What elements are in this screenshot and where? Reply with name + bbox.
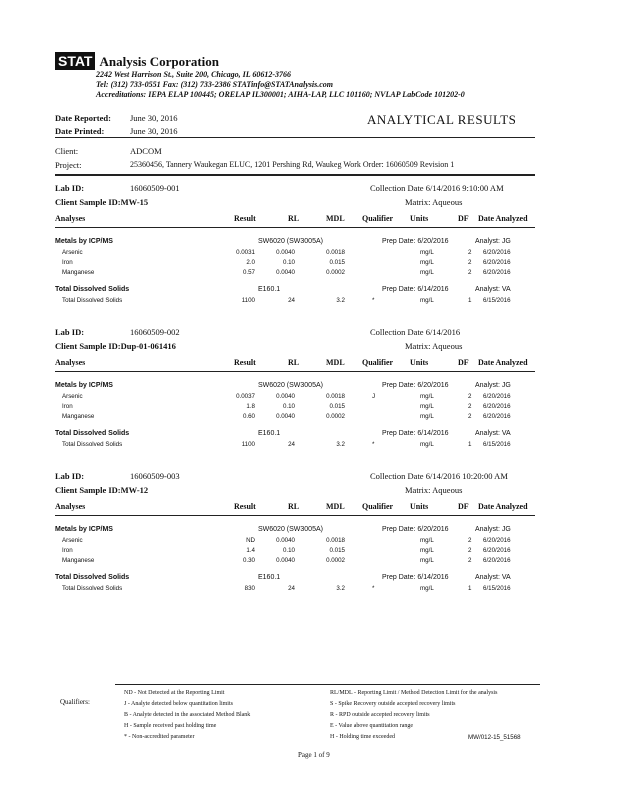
col-result: Result xyxy=(234,502,256,511)
analyte-name: Iron xyxy=(62,547,73,554)
qualifier-value: * xyxy=(372,585,375,592)
matrix: Matrix: Aqueous xyxy=(405,485,463,495)
result-value: ND xyxy=(246,537,255,544)
df-value: 2 xyxy=(468,413,472,420)
stat-logo: STAT xyxy=(55,52,95,70)
rl-value: 24 xyxy=(288,441,295,448)
client-sample-id: Client Sample ID:Dup-01-061416 xyxy=(55,341,176,351)
mdl-value: 3.2 xyxy=(336,297,345,304)
mdl-value: 0.015 xyxy=(329,259,345,266)
analyte-name: Iron xyxy=(62,259,73,266)
rl-value: 0.10 xyxy=(282,259,295,266)
analyte-name: Arsenic xyxy=(62,393,83,400)
qualifiers-label: Qualifiers: xyxy=(60,698,90,706)
lab-id-label: Lab ID: xyxy=(55,183,85,193)
qualifier-definition: RL/MDL - Reporting Limit / Method Detection Limit for the analysis xyxy=(330,690,498,696)
company-header xyxy=(55,53,219,71)
lab-id-value: 16060509-001 xyxy=(130,183,180,193)
col-qualifier: Qualifier xyxy=(362,358,394,367)
result-value: 1.4 xyxy=(246,547,255,554)
col-date-analyzed: Date Analyzed xyxy=(478,502,528,511)
date-analyzed-value: 6/20/2016 xyxy=(483,269,511,276)
analysis-group-name: Metals by ICP/MS xyxy=(55,382,113,389)
col-analyses: Analyses xyxy=(55,214,86,223)
qualifier-value: J xyxy=(372,393,376,400)
prep-date: Prep Date: 6/14/2016 xyxy=(382,574,449,581)
date-analyzed-value: 6/20/2016 xyxy=(483,557,511,564)
result-value: 1100 xyxy=(241,297,255,304)
collection-date: Collection Date 6/14/2016 xyxy=(370,327,461,337)
rl-value: 0.0040 xyxy=(276,557,295,564)
prep-date: Prep Date: 6/20/2016 xyxy=(382,382,449,389)
rl-value: 24 xyxy=(288,297,295,304)
analysis-method: E160.1 xyxy=(258,574,281,581)
analyst: Analyst: VA xyxy=(475,430,511,437)
units-value: mg/L xyxy=(420,259,434,266)
analyte-name: Manganese xyxy=(62,557,95,564)
df-value: 1 xyxy=(468,297,472,304)
col-df: DF xyxy=(458,358,469,367)
qualifier-definition: ND - Not Detected at the Reporting Limit xyxy=(124,690,225,696)
col-df: DF xyxy=(458,214,469,223)
column-header-rule xyxy=(55,227,535,228)
analyte-name: Arsenic xyxy=(62,537,83,544)
client-label: Client: xyxy=(55,146,79,156)
units-value: mg/L xyxy=(420,547,434,554)
date-analyzed-value: 6/20/2016 xyxy=(483,403,511,410)
project-value: 25360456, Tannery Waukegan ELUC, 1201 Pershing Rd, Waukeg Work Order: 16060509 Revision 1 xyxy=(130,160,455,169)
df-value: 1 xyxy=(468,441,472,448)
result-value: 0.60 xyxy=(242,413,255,420)
analyst: Analyst: VA xyxy=(475,574,511,581)
analyst: Analyst: JG xyxy=(475,238,511,245)
analyte-name: Arsenic xyxy=(62,249,83,256)
qualifier-definition: S - Spike Recovery outside accepted recovery limits xyxy=(330,701,456,707)
lab-id-value: 16060509-002 xyxy=(130,327,180,337)
collection-date: Collection Date 6/14/2016 9:10:00 AM xyxy=(370,183,504,193)
analysis-group-name: Total Dissolved Solids xyxy=(55,430,130,437)
rl-value: 0.0040 xyxy=(276,393,295,400)
df-value: 2 xyxy=(468,259,472,266)
result-value: 1100 xyxy=(241,441,255,448)
analyte-name: Total Dissolved Solids xyxy=(62,297,123,304)
rl-value: 24 xyxy=(288,585,295,592)
result-value: 2.0 xyxy=(246,259,255,266)
df-value: 2 xyxy=(468,393,472,400)
result-value: 0.30 xyxy=(242,557,255,564)
date-printed-value: June 30, 2016 xyxy=(130,126,178,136)
date-analyzed-value: 6/20/2016 xyxy=(483,413,511,420)
date-printed-label: Date Printed: xyxy=(55,126,105,136)
units-value: mg/L xyxy=(420,269,434,276)
date-analyzed-value: 6/20/2016 xyxy=(483,249,511,256)
col-units: Units xyxy=(410,358,429,367)
mdl-value: 0.0018 xyxy=(326,537,345,544)
analysis-method: E160.1 xyxy=(258,430,281,437)
date-analyzed-value: 6/20/2016 xyxy=(483,259,511,266)
date-reported-label: Date Reported: xyxy=(55,113,111,123)
client-sample-id: Client Sample ID:MW-12 xyxy=(55,485,149,495)
date-analyzed-value: 6/15/2016 xyxy=(483,297,511,304)
result-value: 830 xyxy=(244,585,255,592)
date-analyzed-value: 6/20/2016 xyxy=(483,537,511,544)
page-number: Page 1 of 9 xyxy=(298,751,330,759)
qualifier-definition: * - Non-accredited parameter xyxy=(124,734,195,740)
col-date-analyzed: Date Analyzed xyxy=(478,214,528,223)
client-divider xyxy=(55,174,535,176)
rl-value: 0.10 xyxy=(282,403,295,410)
qualifier-definition: H - Holding time exceeded xyxy=(330,734,395,740)
col-units: Units xyxy=(410,502,429,511)
analyst: Analyst: JG xyxy=(475,526,511,533)
document-code: MW/012-15_51568 xyxy=(468,734,521,741)
analyte-name: Manganese xyxy=(62,413,95,420)
prep-date: Prep Date: 6/14/2016 xyxy=(382,430,449,437)
rl-value: 0.0040 xyxy=(276,537,295,544)
collection-date: Collection Date 6/14/2016 10:20:00 AM xyxy=(370,471,508,481)
header-divider xyxy=(55,137,535,138)
analysis-group-name: Metals by ICP/MS xyxy=(55,526,113,533)
mdl-value: 3.2 xyxy=(336,441,345,448)
date-analyzed-value: 6/20/2016 xyxy=(483,393,511,400)
analyst: Analyst: JG xyxy=(475,382,511,389)
col-rl: RL xyxy=(288,214,300,223)
df-value: 2 xyxy=(468,547,472,554)
analysis-group-name: Total Dissolved Solids xyxy=(55,574,130,581)
analysis-method: SW6020 (SW3005A) xyxy=(258,382,323,389)
col-rl: RL xyxy=(288,358,300,367)
col-rl: RL xyxy=(288,502,300,511)
qualifier-definition: E - Value above quantitation range xyxy=(330,723,414,729)
client-sample-id: Client Sample ID:MW-15 xyxy=(55,197,149,207)
analysis-method: SW6020 (SW3005A) xyxy=(258,526,323,533)
column-header-rule xyxy=(55,371,535,372)
mdl-value: 0.0018 xyxy=(326,393,345,400)
client-value: ADCOM xyxy=(130,146,162,156)
col-date-analyzed: Date Analyzed xyxy=(478,358,528,367)
mdl-value: 0.015 xyxy=(329,403,345,410)
result-value: 0.0037 xyxy=(236,393,255,400)
date-reported-value: June 30, 2016 xyxy=(130,113,178,123)
mdl-value: 3.2 xyxy=(336,585,345,592)
units-value: mg/L xyxy=(420,249,434,256)
qualifier-value: * xyxy=(372,297,375,304)
units-value: mg/L xyxy=(420,297,434,304)
mdl-value: 0.0018 xyxy=(326,249,345,256)
units-value: mg/L xyxy=(420,557,434,564)
col-mdl: MDL xyxy=(326,502,345,511)
date-analyzed-value: 6/15/2016 xyxy=(483,441,511,448)
column-header-rule xyxy=(55,515,535,516)
analysis-method: SW6020 (SW3005A) xyxy=(258,238,323,245)
analysis-group-name: Total Dissolved Solids xyxy=(55,286,130,293)
analyte-name: Manganese xyxy=(62,269,95,276)
qualifier-definition: J - Analyte detected below quantitation limits xyxy=(124,701,233,707)
analyte-name: Total Dissolved Solids xyxy=(62,441,123,448)
col-mdl: MDL xyxy=(326,358,345,367)
lab-id-label: Lab ID: xyxy=(55,327,85,337)
col-qualifier: Qualifier xyxy=(362,502,394,511)
rl-value: 0.0040 xyxy=(276,413,295,420)
qualifier-definition: R - RPD outside accepted recovery limits xyxy=(330,712,430,718)
lab-id-label: Lab ID: xyxy=(55,471,85,481)
units-value: mg/L xyxy=(420,441,434,448)
prep-date: Prep Date: 6/20/2016 xyxy=(382,238,449,245)
qualifier-value: * xyxy=(372,441,375,448)
company-name: Analysis Corporation xyxy=(99,54,220,69)
units-value: mg/L xyxy=(420,413,434,420)
units-value: mg/L xyxy=(420,393,434,400)
qualifier-definition: B - Analyte detected in the associated Method Blank xyxy=(124,712,251,718)
qualifier-definition: H - Sample received past holding time xyxy=(124,723,217,729)
df-value: 2 xyxy=(468,537,472,544)
col-analyses: Analyses xyxy=(55,358,86,367)
rl-value: 0.0040 xyxy=(276,269,295,276)
prep-date: Prep Date: 6/20/2016 xyxy=(382,526,449,533)
date-analyzed-value: 6/15/2016 xyxy=(483,585,511,592)
mdl-value: 0.0002 xyxy=(326,557,345,564)
lab-id-value: 16060509-003 xyxy=(130,471,180,481)
mdl-value: 0.0002 xyxy=(326,413,345,420)
units-value: mg/L xyxy=(420,403,434,410)
analysis-group-name: Metals by ICP/MS xyxy=(55,238,113,245)
date-analyzed-value: 6/20/2016 xyxy=(483,547,511,554)
result-value: 0.57 xyxy=(242,269,255,276)
result-value: 1.8 xyxy=(246,403,255,410)
result-value: 0.0031 xyxy=(236,249,255,256)
col-qualifier: Qualifier xyxy=(362,214,394,223)
matrix: Matrix: Aqueous xyxy=(405,197,463,207)
df-value: 2 xyxy=(468,403,472,410)
mdl-value: 0.0002 xyxy=(326,269,345,276)
rl-value: 0.10 xyxy=(282,547,295,554)
analyst: Analyst: VA xyxy=(475,286,511,293)
col-result: Result xyxy=(234,358,256,367)
footer-divider xyxy=(115,684,540,685)
df-value: 2 xyxy=(468,269,472,276)
col-df: DF xyxy=(458,502,469,511)
df-value: 2 xyxy=(468,249,472,256)
col-units: Units xyxy=(410,214,429,223)
df-value: 1 xyxy=(468,585,472,592)
project-label: Project: xyxy=(55,160,82,170)
col-result: Result xyxy=(234,214,256,223)
company-accreditations: Accreditations: IEPA ELAP 100445; ORELAP IL300001; AIHA-LAP, LLC 101160; NVLAP LabCode 101202-0 xyxy=(96,90,465,99)
analysis-method: E160.1 xyxy=(258,286,281,293)
col-analyses: Analyses xyxy=(55,502,86,511)
prep-date: Prep Date: 6/14/2016 xyxy=(382,286,449,293)
units-value: mg/L xyxy=(420,537,434,544)
analyte-name: Iron xyxy=(62,403,73,410)
analyte-name: Total Dissolved Solids xyxy=(62,585,123,592)
units-value: mg/L xyxy=(420,585,434,592)
mdl-value: 0.015 xyxy=(329,547,345,554)
df-value: 2 xyxy=(468,557,472,564)
report-title: ANALYTICAL RESULTS xyxy=(367,112,517,127)
col-mdl: MDL xyxy=(326,214,345,223)
rl-value: 0.0040 xyxy=(276,249,295,256)
company-address: 2242 West Harrison St., Suite 200, Chicago, IL 60612-3766 xyxy=(96,70,291,79)
matrix: Matrix: Aqueous xyxy=(405,341,463,351)
company-contact: Tel: (312) 733-0551 Fax: (312) 733-2386 STATinfo@STATAnalysis.com xyxy=(96,80,333,89)
